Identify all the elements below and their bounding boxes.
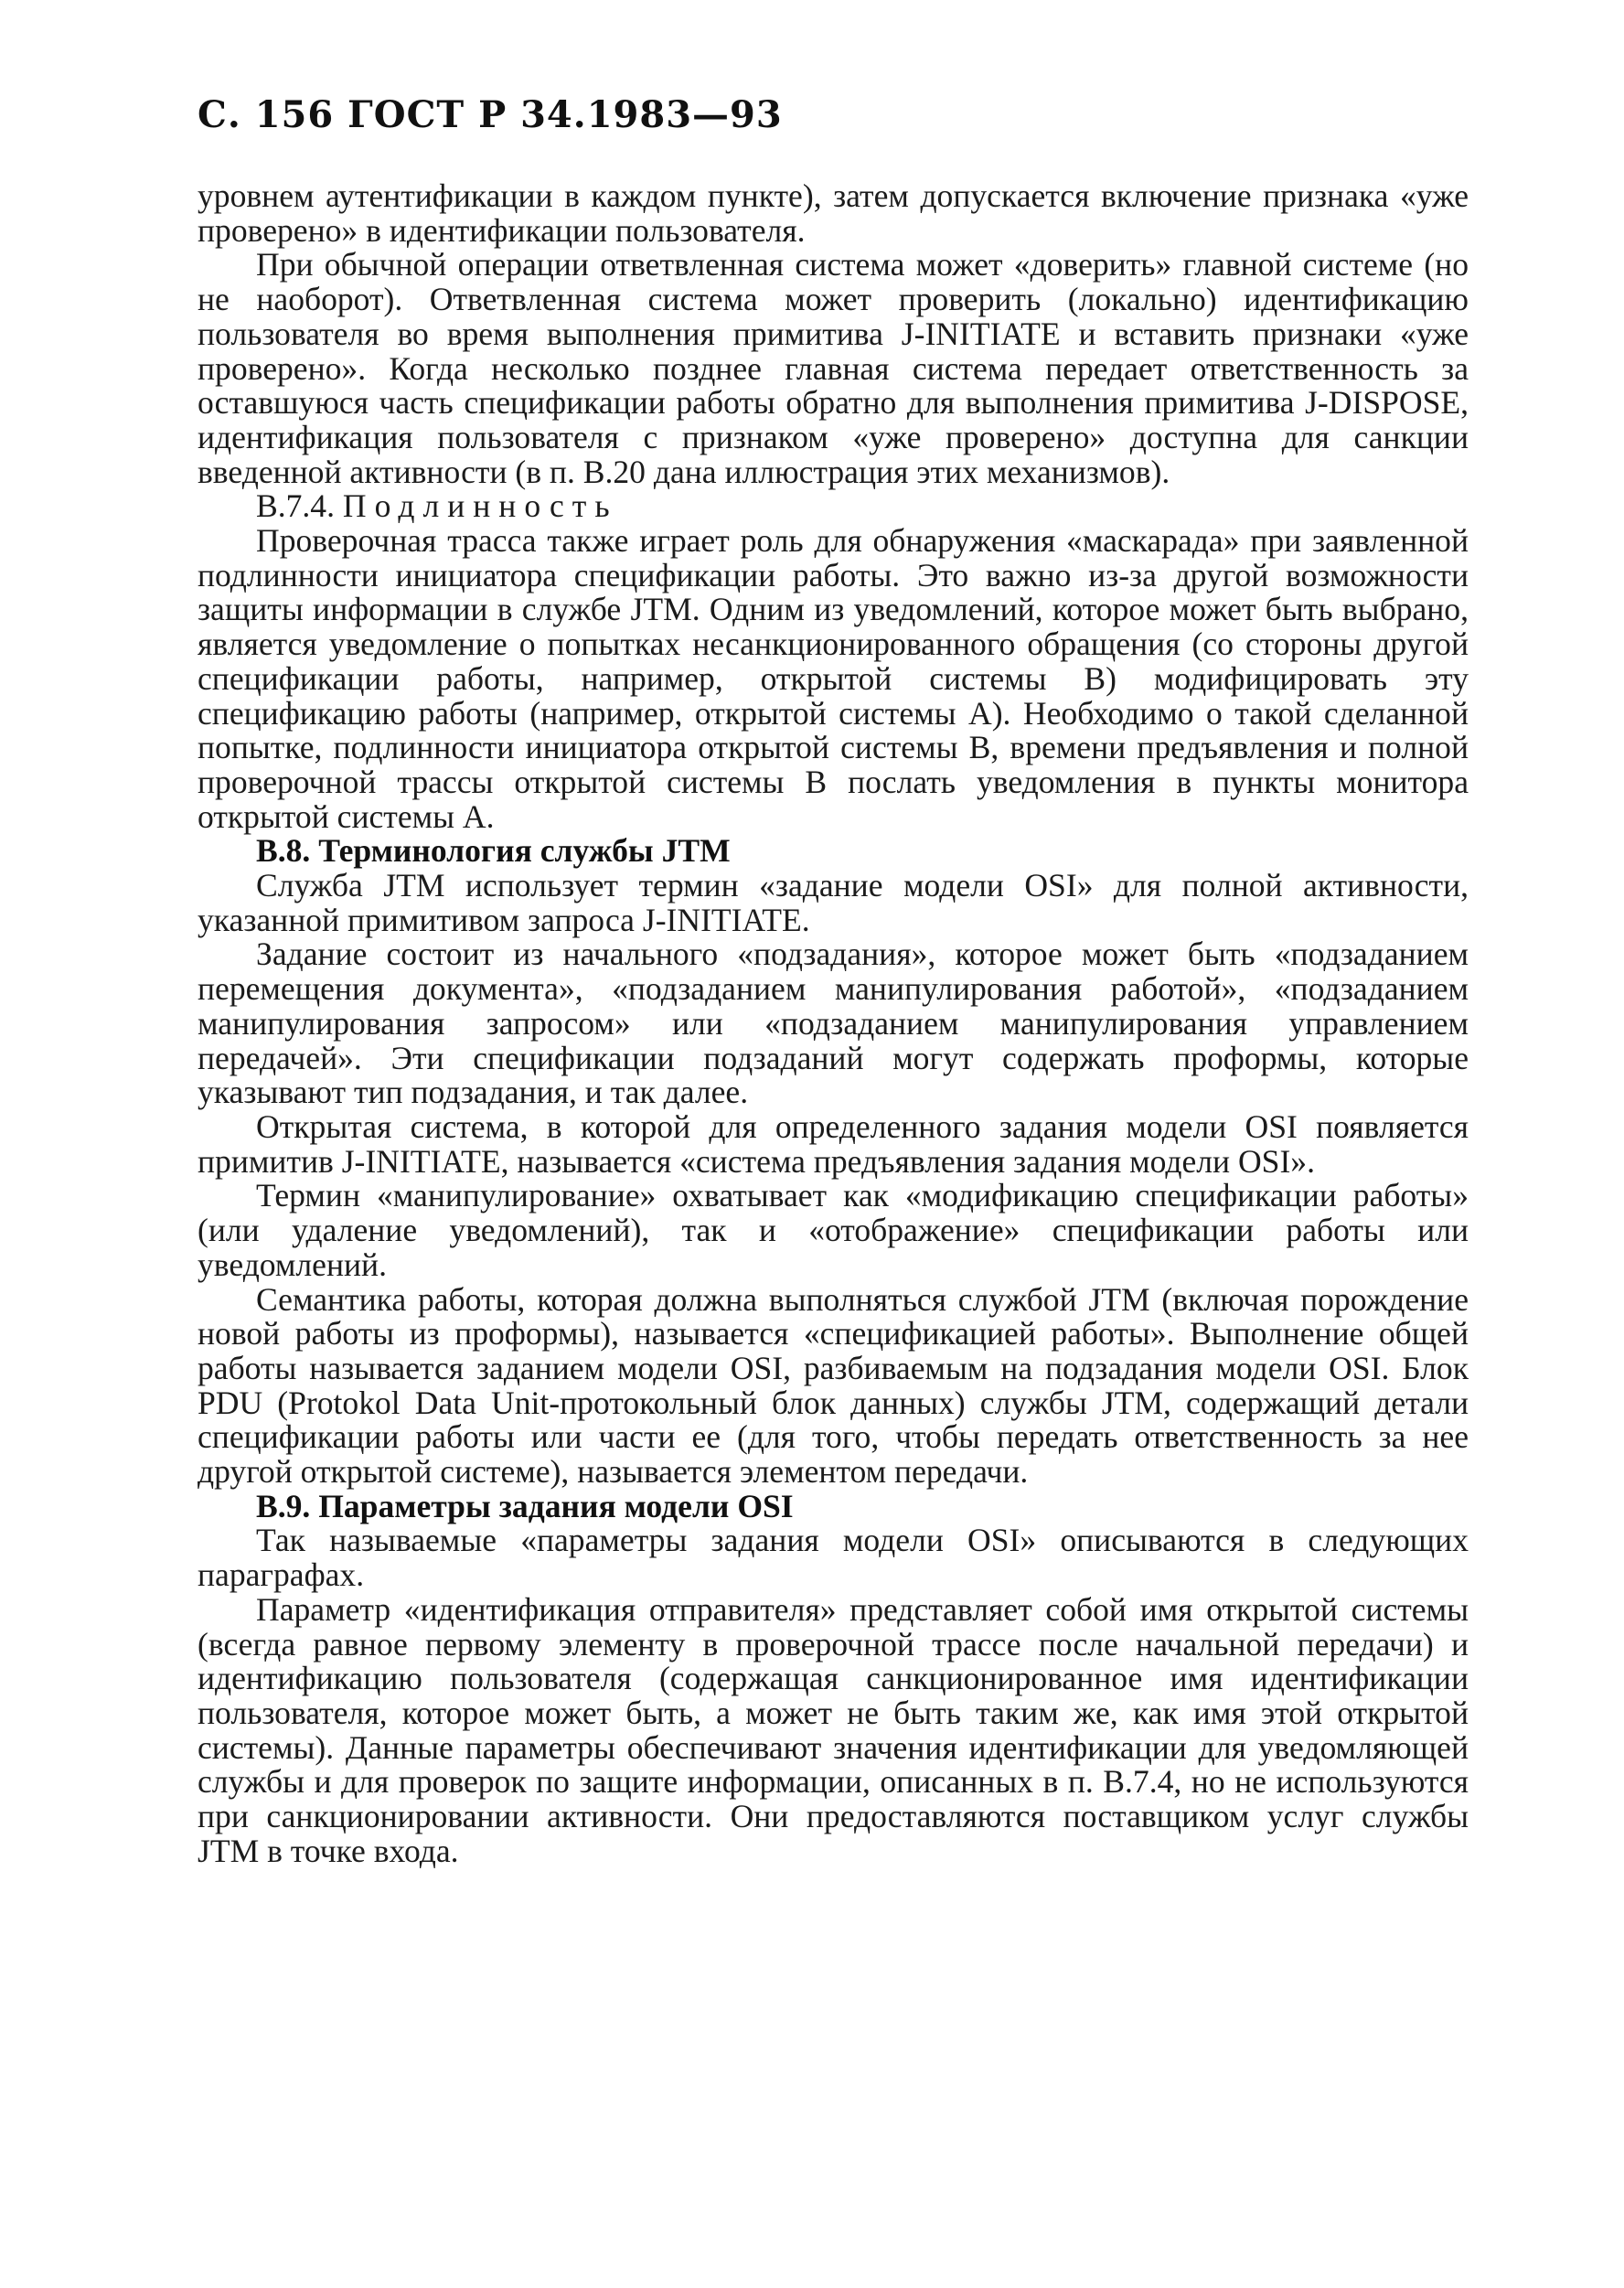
section-b74-number: В.7.4.	[256, 487, 335, 525]
paragraph-parameters-intro: Так называемые «параметры задания модели OSI» описываются в следующих параграфах.	[198, 1522, 1469, 1594]
paragraph-subtasks: Задание состоит из начального «подзадания», которое может быть «подзаданием перемещения документа», «подзаданием манипулирования работой», «подзаданием манипулирования запросом» или «подзаданием манипулирования управлением передачей». Эти спецификации подзаданий могут содержать проформы, которые указывают тип подзадания, и так далее.	[198, 936, 1469, 1111]
section-b9-heading: В.9. Параметры задания модели OSI	[256, 1487, 794, 1524]
section-b74-heading	[198, 489, 1469, 524]
section-b8-heading: В.8. Терминология службы JTM	[256, 832, 731, 870]
paragraph-continuation: уровнем аутентификации в каждом пункте), затем допускается включение признака «уже проверено» в идентификации пользователя.	[198, 177, 1469, 249]
paragraph-submission-system: Открытая система, в которой для определенного задания модели OSI появляется примитив J-INITIATE, называется «система предъявления задания модели OSI».	[198, 1107, 1469, 1180]
paragraph-branch-system: При обычной операции ответвленная система может «доверить» главной системе (но не наоборот). Ответвленная система может проверить (локально) идентификацию пользователя во время выполнения примитива J-INITIATE и вставить признаки «уже проверено». Когда несколько позднее главная система передает ответственность за оставшуюся часть спецификации работы обратно для выполнения примитива J-DISPOSE, идентификация пользователя с признаком «уже проверено» доступна для санкции введенной активности (в п. В.20 дана иллюстрация этих механизмов).	[198, 246, 1469, 490]
document-body	[198, 179, 1469, 1868]
running-header: С. 156 ГОСТ Р 34.1983—93	[198, 93, 783, 136]
section-b74-title: Подлинность	[342, 487, 618, 525]
paragraph-manipulation: Термин «манипулирование» охватывает как «модификацию спецификации работы» (или удаление уведомлений), так и «отображение» спецификации работы или уведомлений.	[198, 1177, 1469, 1283]
paragraph-work-semantics: Семантика работы, которая должна выполняться службой JTM (включая порождение новой работы из проформы), называется «спецификацией работы». Выполнение общей работы называется заданием модели OSI, разбиваемым на подзадания модели OSI. Блок PDU (Protokol Data Unit-протокольный блок данных) службы JTM, содержащий детали спецификации работы или части ее (для того, чтобы передать ответственность за нее другой открытой системе), называется элементом передачи.	[198, 1280, 1469, 1491]
paragraph-audit-trail: Проверочная трасса также играет роль для обнаружения «маскарада» при заявленной подлинности инициатора спецификации работы. Это важно из-за другой возможности защиты информации в службе JTM. Одним из уведомлений, которое может быть выбрано, является уведомление о попытках несанкционированного обращения (со стороны другой спецификации работы, например, открытой системы В) модифицировать эту спецификацию работы (например, открытой системы А). Необходимо о такой сделанной попытке, подлинности инициатора открытой системы В, времени предъявления и полной проверочной трассы открытой системы В послать уведомления в пункты монитора открытой системы А.	[198, 522, 1469, 835]
paragraph-jtm-term: Служба JTM использует термин «задание модели OSI» для полной активности, указанной примитивом запроса J-INITIATE.	[198, 867, 1469, 938]
paragraph-sender-identification: Параметр «идентификация отправителя» представляет собой имя открытой системы (всегда равное первому элементу в проверочной трассе после начальной передачи) и идентификацию пользователя (содержащая санкционированное имя идентификации пользователя, которое может быть, а может не быть таким же, как имя этой открытой системы). Данные параметры обеспечивают значения идентификации для уведомляющей службы и для проверок по защите информации, описанных в п. В.7.4, но не используются при санкционировании активности. Они предоставляются поставщиком услуг службы JTM в точке входа.	[198, 1590, 1469, 1869]
